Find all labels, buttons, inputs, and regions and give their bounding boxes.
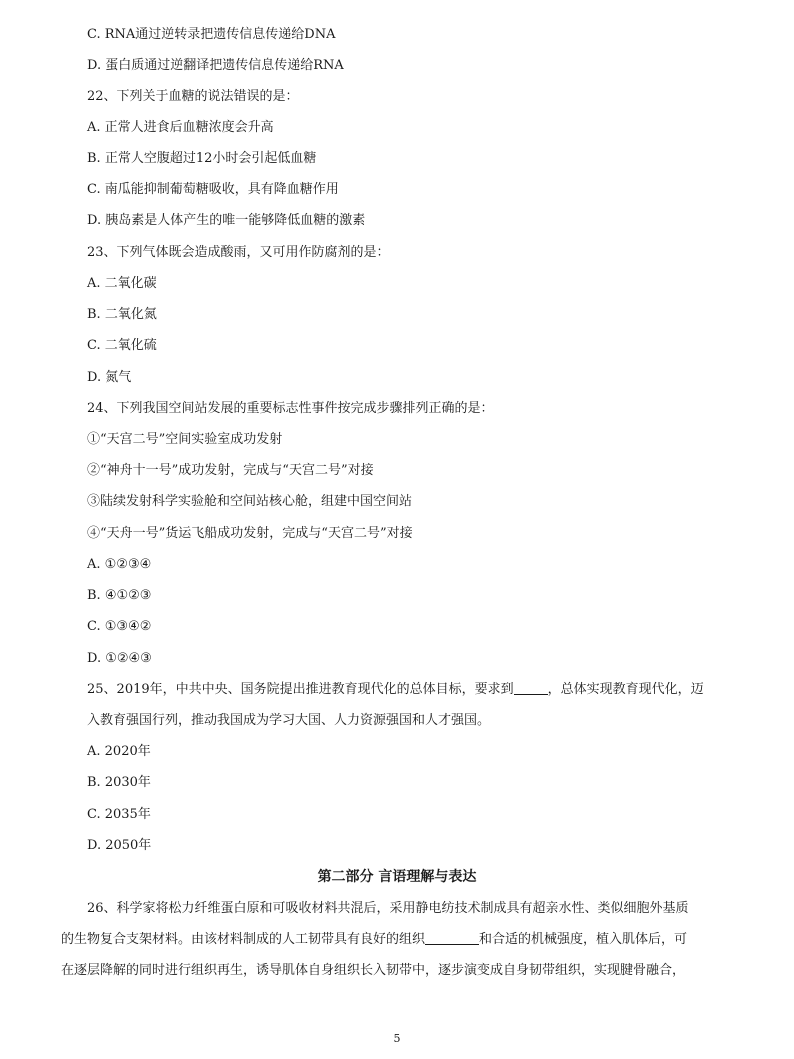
event-1: ①“天宫二号”空间实验室成功发射 <box>87 432 283 447</box>
question-25-text: 25、2019年，中共中央、国务院提出推进教育现代化的总体目标，要求到 <box>87 682 514 697</box>
question-26-line1: 26、科学家将松力纤维蛋白原和可吸收材料共混后，采用静电纺技术制成具有超亲水性、类似细胞外基质 <box>87 901 689 916</box>
page-number: 5 <box>393 1032 401 1045</box>
option-d-21: D. 蛋白质通过逆翻译把遗传信息传递给RNA <box>87 58 344 73</box>
answer-blank <box>514 680 548 695</box>
option-d-25: D. 2050年 <box>87 838 152 853</box>
question-25 <box>87 680 734 700</box>
option-a-22: A. 正常人进食后血糖浓度会升高 <box>87 120 274 135</box>
answer-blank <box>425 930 479 945</box>
option-b-25: B. 2030年 <box>87 775 151 790</box>
option-a-25: A. 2020年 <box>87 744 151 759</box>
option-d-23: D. 氮气 <box>87 370 132 385</box>
option-b-23: B. 二氧化氮 <box>87 307 157 322</box>
event-3: ③陆续发射科学实验舱和空间站核心舱，组建中国空间站 <box>87 494 413 509</box>
section-title: 第二部分 言语理解与表达 <box>317 869 477 885</box>
question-23: 23、下列气体既会造成酸雨，又可用作防腐剂的是： <box>87 245 390 260</box>
question-26-line2 <box>61 930 734 950</box>
option-a-23: A. 二氧化碳 <box>87 276 157 291</box>
option-b-22: B. 正常人空腹超过12小时会引起低血糖 <box>87 151 317 166</box>
option-c-25: C. 2035年 <box>87 807 151 822</box>
option-b-24: B. ④①②③ <box>87 588 152 603</box>
question-22: 22、下列关于血糖的说法错误的是： <box>87 89 299 104</box>
option-c-21: C. RNA通过逆转录把遗传信息传递给DNA <box>87 27 336 42</box>
question-26-line3: 在逐层降解的同时进行组织再生，诱导肌体自身组织长入韧带中，逐步演变成自身韧带组织，实现腱骨融合， <box>61 963 686 978</box>
option-a-24: A. ①②③④ <box>87 557 152 572</box>
event-4: ④“天舟一号”货运飞船成功发射，完成与“天宫二号”对接 <box>87 526 413 541</box>
event-2: ②“神舟十一号”成功发射，完成与“天宫二号”对接 <box>87 463 374 478</box>
option-c-23: C. 二氧化硫 <box>87 338 157 353</box>
question-26-text-cont: 和合适的机械强度，植入肌体后，可 <box>479 932 688 947</box>
option-d-24: D. ①②④③ <box>87 651 152 666</box>
option-c-22: C. 南瓜能抑制葡萄糖吸收，具有降血糖作用 <box>87 182 339 197</box>
question-26-text: 的生物复合支架材料。由该材料制成的人工韧带具有良好的组织 <box>61 932 426 947</box>
option-c-24: C. ①③④② <box>87 619 152 634</box>
question-24: 24、下列我国空间站发展的重要标志性事件按完成步骤排列正确的是： <box>87 401 494 416</box>
question-25-text-cont: ，总体实现教育现代化，迈 <box>547 682 704 697</box>
question-25-line2: 入教育强国行列，推动我国成为学习大国、人力资源强国和人才强国。 <box>87 713 491 728</box>
option-d-22: D. 胰岛素是人体产生的唯一能够降低血糖的激素 <box>87 213 366 228</box>
